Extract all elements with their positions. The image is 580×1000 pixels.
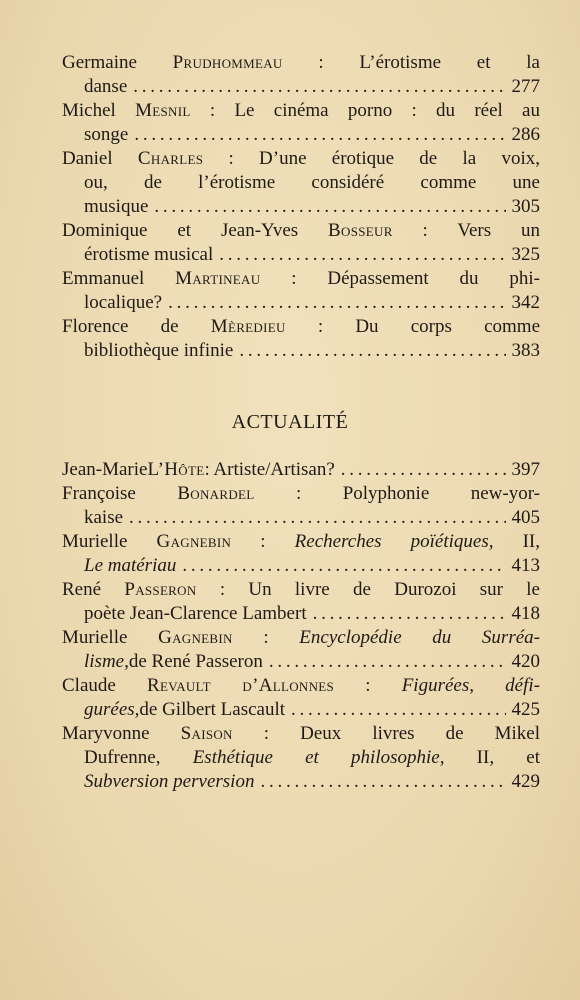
page-number: 405 [511,507,540,528]
toc-entry: Françoise Bonardel : Polyphonie new-yor- kaise . . . 405 [62,482,540,530]
author-name: Martineau [175,268,261,289]
dot-leader [269,650,506,674]
page-number: 277 [511,76,540,97]
author-name: Gagnebin [158,627,233,648]
dot-leader [134,123,505,147]
page-number: 286 [511,124,540,145]
dot-leader [313,602,506,626]
dot-leader [239,339,505,363]
dot-leader [219,243,505,267]
toc-entry: Germaine Prudhommeau : L’érotisme et la danse . . . 277 [62,51,540,99]
page-number: 418 [511,603,540,624]
author-name: Saison [180,723,233,744]
section-heading: ACTUALITÉ [231,411,349,433]
dot-leader [260,770,505,794]
toc-entry: René Passeron : Un livre de Durozoi sur le poète Jean-Clarence Lambert . . . 418 [62,578,540,626]
page-number: 397 [511,459,540,480]
toc-entry: Daniel Charles : D’une érotique de la voix, ou, de l’érotisme considéré comme une musique . . . 305 [62,147,540,219]
page-number: 420 [511,651,540,672]
author-name: Charles [137,148,204,169]
author-name: Passeron [124,579,197,600]
author-name: Revault d’Allonnes [147,675,335,696]
dot-leader [133,75,505,99]
toc-entry: Michel Mesnil : Le cinéma porno : du réel au songe . . . 286 [62,99,540,147]
page-number: 325 [511,244,540,265]
dot-leader [341,458,506,482]
page-number: 429 [511,771,540,792]
author-name: Mèredieu [210,316,286,337]
dot-leader [291,698,505,722]
toc-entry: Dominique et Jean-Yves Bosseur : Vers un érotisme musical . . . 325 [62,219,540,267]
page-number: 383 [511,340,540,361]
author-name: Gagnebin [156,531,232,552]
page-number: 342 [511,292,540,313]
page-number: 305 [511,196,540,217]
author-name: Prudhommeau [172,52,283,73]
toc-entry: Murielle Gagnebin : Encyclopédie du Surréa- lisme, de René Passeron . . . 420 [62,626,540,674]
dot-leader [129,506,505,530]
dot-leader [154,195,505,219]
toc-entry: Claude Revault d’Allonnes : Figurées, défi- gurées, de Gilbert Lascault . . . 425 [62,674,540,722]
toc-entry: Jean-Marie L’Hôte : Artiste/Artisan? . . . 397 [62,458,540,482]
toc-actualite-block [62,458,540,794]
toc-entry: Maryvonne Saison : Deux livres de Mikel Dufrenne, Esthétique et philosophie, II, et Subversion perversion . . . 429 [62,722,540,794]
page-number: 425 [511,699,540,720]
author-name: L’Hôte [147,459,205,480]
toc-entry: Murielle Gagnebin : Recherches poïétiques, II, Le matériau . . . 413 [62,530,540,578]
toc-entry: Emmanuel Martineau : Dépassement du phi- localique? . . . 342 [62,267,540,315]
dot-leader [182,554,505,578]
toc-entry: Florence de Mèredieu : Du corps comme bibliothèque infinie . . . 383 [62,315,540,363]
author-name: Bosseur [328,220,393,241]
author-name: Bonardel [177,483,255,504]
dot-leader [168,291,505,315]
toc-top-block [62,51,540,363]
author-name: Mesnil [135,100,191,121]
page-number: 413 [511,555,540,576]
